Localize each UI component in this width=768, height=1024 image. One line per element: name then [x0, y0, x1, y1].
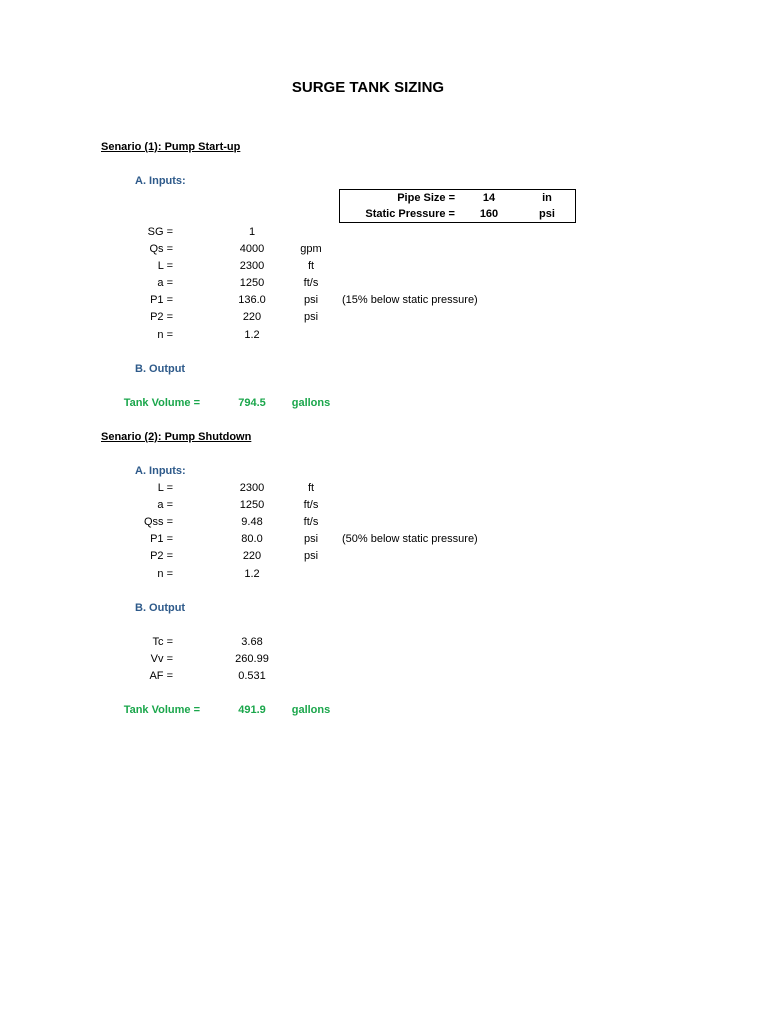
static-pressure-label: Static Pressure =	[365, 208, 455, 220]
page-title: SURGE TANK SIZING	[291, 79, 445, 96]
input-value: 9.48	[241, 516, 263, 528]
input-label: SG =	[147, 226, 173, 238]
input-label: n =	[157, 568, 173, 580]
static-pressure-value: 160	[479, 208, 499, 220]
input-label: a =	[157, 277, 173, 289]
input-value: 136.0	[238, 294, 266, 306]
input-value: 220	[242, 550, 262, 562]
input-label: a =	[157, 499, 173, 511]
input-label: P2 =	[150, 311, 173, 323]
input-value: 2300	[239, 260, 265, 272]
pipe-size-unit: in	[542, 192, 552, 204]
input-label: P1 =	[150, 294, 173, 306]
scenario-2-output-label: B. Output	[135, 602, 186, 614]
input-value: 1.2	[244, 568, 260, 580]
input-value: 80.0	[241, 533, 263, 545]
input-unit: ft	[307, 260, 315, 272]
pipe-size-value: 14	[482, 192, 496, 204]
input-label: Qs =	[149, 243, 173, 255]
tank-volume-value: 794.5	[238, 397, 266, 409]
scenario-2-heading: Senario (2): Pump Shutdown	[101, 431, 252, 443]
input-unit: psi	[303, 311, 319, 323]
input-label: Qss =	[143, 516, 173, 528]
output-value: 3.68	[241, 636, 263, 648]
input-note: (15% below static pressure)	[342, 294, 478, 306]
input-unit: psi	[303, 533, 319, 545]
input-label: L =	[157, 260, 173, 272]
pipe-size-label: Pipe Size =	[397, 192, 455, 204]
output-label: Vv =	[150, 653, 173, 665]
input-value: 1.2	[244, 329, 260, 341]
input-label: P2 =	[150, 550, 173, 562]
input-unit: ft	[307, 482, 315, 494]
tank-volume-unit: gallons	[291, 704, 331, 716]
input-value: 1	[248, 226, 256, 238]
input-unit: ft/s	[303, 516, 319, 528]
input-unit: ft/s	[303, 277, 319, 289]
output-value: 0.531	[238, 670, 266, 682]
output-label: Tc =	[152, 636, 173, 648]
scenario-1-inputs-label: A. Inputs:	[135, 175, 186, 187]
input-label: n =	[157, 329, 173, 341]
input-unit: psi	[303, 550, 319, 562]
input-label: L =	[157, 482, 173, 494]
input-value: 2300	[239, 482, 265, 494]
scenario-1-heading: Senario (1): Pump Start-up	[101, 141, 241, 153]
scenario-2-inputs-label: A. Inputs:	[135, 465, 186, 477]
output-label: AF =	[149, 670, 173, 682]
tank-volume-value: 491.9	[238, 704, 266, 716]
input-value: 1250	[239, 277, 265, 289]
input-label: P1 =	[150, 533, 173, 545]
input-unit: ft/s	[303, 499, 319, 511]
tank-volume-unit: gallons	[291, 397, 331, 409]
tank-volume-label: Tank Volume =	[123, 397, 200, 409]
output-value: 260.99	[235, 653, 269, 665]
input-unit: gpm	[300, 243, 322, 255]
tank-volume-label: Tank Volume =	[123, 704, 200, 716]
input-unit: psi	[303, 294, 319, 306]
input-value: 220	[242, 311, 262, 323]
scenario-1-output-label: B. Output	[135, 363, 186, 375]
static-pressure-unit: psi	[539, 208, 555, 220]
input-note: (50% below static pressure)	[342, 533, 478, 545]
input-value: 1250	[239, 499, 265, 511]
input-value: 4000	[239, 243, 265, 255]
pipe-parameters-box	[339, 189, 576, 223]
